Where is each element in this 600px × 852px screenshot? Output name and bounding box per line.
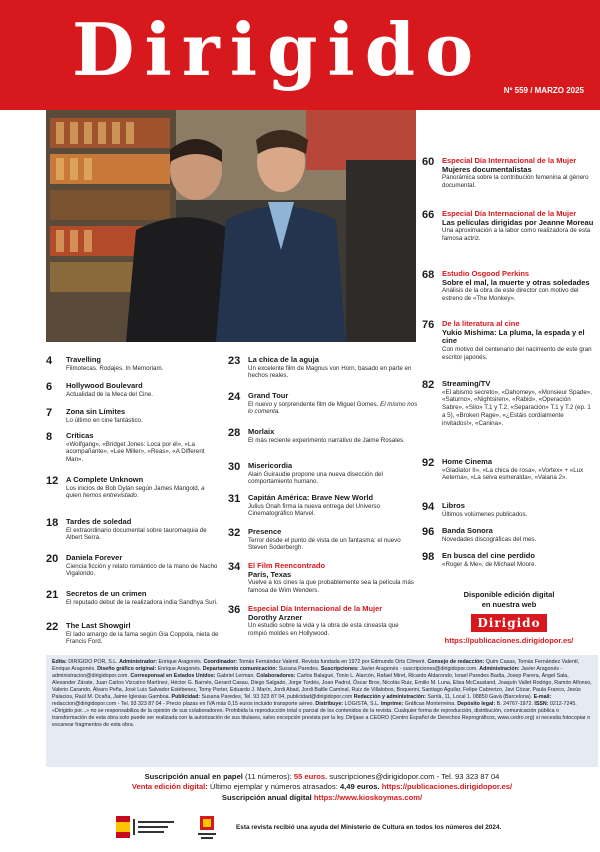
toc-entry[interactable] — [228, 562, 418, 595]
page-number: 92 — [422, 457, 435, 469]
entry-title: Morlaix — [248, 427, 275, 436]
entry-desc: Filmotecas. Rodajes. In Memoriam. — [66, 364, 164, 372]
entry-title: Presence — [248, 527, 282, 536]
credit-text: Susana Paredes. — [277, 666, 321, 673]
credit-text: Carlos Balagué, Tonio L. Alarcón, Rafael Miret, Ricardo Aldarondo, Israel Paredes Badía, Josep Parera, Ángel Sala, Alexander Zárate, Juan Carlos Vizcaíno Martínez, Héctor G. Barnés, Gerard Casau, Diego Salgado, Jorge Tordés, Joan Padrol, Óscar Brox, Nicolás Ruiz, Emilio M. Luna, Elisa McCausland, Joaquín Vallet Rodrigo, Ramón Alfonso, Valerio Carando, Álvaro Peña, José Luis Salvador Estébenez, Tomy Porter, Eduardo J. Marín, Jordi Abad, Jordi Batlle Caminal, Ruiz de Villalobos, Boquerini, Santiago Aguilar, Felipe Cabrerizo, Javi Cózar, Paula Franco, Jesús Palacios, Raúl M. Ocaña, Jaime Iglesias Gamboa. — [52, 673, 592, 701]
entry-title: Hollywood Boulevard — [66, 381, 143, 390]
page-number: 8 — [46, 431, 53, 443]
promo-url-link[interactable]: https://publicaciones.dirigidopor.es/ — [444, 635, 574, 645]
toc-entry[interactable] — [422, 502, 594, 518]
entry-desc: Vuelve a los cines la que probablemente sea la película más famosa de Wim Wenders. — [248, 579, 414, 594]
page-number: 76 — [422, 319, 435, 331]
toc-entry[interactable] — [46, 476, 221, 500]
page-number: 7 — [46, 407, 53, 419]
entry-title: Grand Tour — [248, 391, 289, 400]
credit-label: Depósito legal: — [457, 701, 496, 708]
magazine-title: Dirigido — [72, 7, 484, 92]
toc-entry[interactable] — [46, 356, 221, 372]
ministry-note: Esta revista recibió una ayuda del Ministerio de Cultura en todos los números del 2024. — [236, 824, 502, 831]
entry-title: Zona sin Límites — [66, 407, 126, 416]
toc-entry[interactable] — [46, 408, 221, 424]
toc-entry[interactable] — [422, 552, 594, 568]
page-number: 24 — [228, 391, 241, 403]
issue-number: Nº 559 / MARZO 2025 — [503, 86, 584, 95]
credit-text: Gabriel Lerman. — [215, 673, 257, 680]
entry-desc: Últimos volúmenes publicados. — [442, 510, 528, 518]
entry-section: Especial Día Internacional de la Mujer — [442, 209, 577, 218]
digital-url-link[interactable]: https://publicaciones.dirigidopor.es/ — [379, 782, 513, 792]
entry-title: Sobre el mal, la muerte y otras soledades — [442, 277, 590, 287]
entry-title: Libros — [442, 501, 465, 510]
credit-label: E-mail: — [533, 694, 552, 701]
page-number: 32 — [228, 527, 241, 539]
page-number: 96 — [422, 526, 435, 538]
entry-title: Travelling — [66, 355, 102, 364]
toc-entry[interactable] — [228, 356, 418, 380]
credit-label: Redacción y administración: — [353, 694, 426, 701]
entry-desc: Análisis de la obra de este director con motivo del estreno de «The Monkey». — [442, 287, 579, 302]
entry-desc: Novedades discográficas del mes. — [442, 535, 537, 543]
page-number: 18 — [46, 517, 59, 529]
kiosko-url-link[interactable]: https://www.kioskoymas.com/ — [311, 792, 423, 802]
text: Último ejemplar y números atrasados: — [207, 782, 340, 792]
entry-desc: El extraordinario documental sobre tauromaquia de Albert Serra. — [66, 526, 207, 542]
page-number: 68 — [422, 269, 435, 281]
page-number: 12 — [46, 475, 59, 487]
entry-title: Las películas dirigidas por Jeanne Moreau — [442, 217, 594, 227]
entry-desc: Julius Onah firma la nueva entrega del Universo Cinematográfico Marvel. — [248, 502, 381, 518]
credit-label: Administración: — [479, 666, 520, 673]
page-number: 60 — [422, 156, 435, 168]
entry-desc: Terror desde el punto de vista de un fantasma: el nuevo Steven Soderbergh. — [248, 536, 401, 552]
page-number: 66 — [422, 209, 435, 221]
entry-desc: El más reciente experimento narrativo de Jaime Rosales. — [248, 436, 405, 444]
price: 55 euros. — [293, 772, 328, 781]
credit-text: redaccion@dirigidopor.com - Tel. 93 323 87 04 - Precio plazas en IVA más 0,15 euros incluido transporte aéreo. — [52, 701, 316, 708]
text: (11 números): — [242, 772, 294, 781]
toc-entry[interactable] — [228, 462, 418, 486]
page-number: 20 — [46, 553, 59, 565]
subscriptions-block — [46, 772, 598, 803]
toc-entry[interactable] — [228, 605, 418, 638]
entry-desc: «El abismo secreto», «Dahomey», «Monsieur Spade», «Saturno», «Nightsiren», «Rabid», «Operación Sabre», «Silo» T.1 y T.2, «Separación» T.1 y T.2 (ep. 1 a 5), «Broken Rage», «¿Estáis cordialmente invitados!», «Canina». — [442, 388, 592, 427]
toc-entry[interactable] — [46, 432, 221, 464]
toc-entry[interactable] — [422, 380, 594, 427]
credit-text: Sarrià, 11, Local 1. 08850 Gavà (Barcelona). — [425, 694, 534, 701]
entry-title: Yukio Mishima: La pluma, la espada y el cine — [442, 327, 585, 346]
entry-desc: Ciencia ficción y relato romántico de la mano de Nacho Vigalondo. — [66, 562, 218, 578]
entry-title: En busca del cine perdido — [442, 551, 535, 560]
credit-text: Javier Aragonés - administracion@dirigidopor.com. — [52, 666, 563, 680]
subscription-digital-sale — [46, 782, 598, 792]
toc-entry[interactable] — [228, 428, 418, 444]
toc-entry[interactable] — [422, 270, 594, 303]
entry-desc-italic: El mismo nos lo comenta. — [248, 400, 418, 416]
credit-text: Enrique Aragonés. — [157, 659, 204, 665]
credit-text: B. 24767-1972. — [495, 701, 535, 708]
toc-entry[interactable] — [422, 320, 594, 361]
ministry-logo-icon — [116, 816, 176, 838]
entry-section: Estudio Osgood Perkins — [442, 269, 530, 278]
toc-entry[interactable] — [422, 527, 594, 543]
entry-desc: Panorámica sobre la contribución femenina al género documental. — [442, 174, 589, 189]
page-number: 30 — [228, 461, 241, 473]
credit-label: Departamento comunicación: — [202, 666, 278, 673]
entry-section: Especial Día Internacional de la Mujer — [248, 604, 383, 613]
toc-entry[interactable] — [422, 458, 594, 482]
entry-title: París, Texas — [248, 569, 292, 579]
entry-section: Especial Día Internacional de la Mujer — [442, 156, 577, 165]
entry-desc: Un estudio sobre la vida y la obra de esta cineasta que rompió moldes en Hollywood. — [248, 622, 399, 637]
page-number: 34 — [228, 561, 241, 573]
toc-entry[interactable] — [228, 528, 418, 552]
entry-desc: «Wolfgang», «Bridget Jones: Loca por él», «La acompañante», «Lee Miller», «Reas», «A Different Man». — [66, 440, 205, 464]
page-number: 82 — [422, 379, 435, 391]
label: Suscripción anual en papel — [144, 772, 243, 781]
entry-title: Capitán América: Brave New World — [248, 493, 374, 502]
page-number: 94 — [422, 501, 435, 513]
toc-entry[interactable] — [46, 554, 221, 578]
entry-desc-italic: a quien hemos entrevistado. — [66, 484, 205, 500]
entry-desc: Actualidad de la Meca del Cine. — [66, 390, 154, 398]
subscription-digital-annual — [46, 793, 598, 803]
contact: suscripciones@dirigidopor.com - Tel. 93 323 87 04 — [327, 772, 500, 781]
entry-desc: Un excelente film de Magnus von Horn, basado en parte en hechos reales. — [248, 364, 412, 380]
credit-label: Colaboradores: — [256, 673, 296, 680]
label: Venta edición digital: — [131, 782, 208, 792]
credit-text: Javier Aragonés - suscripciones@dirigidopor.com. — [358, 666, 480, 673]
credit-text: Susana Paredes, Tel. 93 323 87 04, publicidad@dirigidopor.com — [200, 694, 354, 701]
credit-label: Diseño gráfico original: — [97, 666, 157, 673]
credit-text: Quim Casas, Tomás Fernández Valentí, Enrique Aragonés. — [52, 659, 580, 673]
entry-title: Dorothy Arzner — [248, 612, 303, 622]
entry-title: Misericordia — [248, 461, 293, 470]
entry-desc: «Roger & Me», de Michael Moore. — [442, 560, 537, 568]
page-number: 98 — [422, 551, 435, 563]
credit-label: Distribuye: — [315, 701, 344, 708]
entry-desc: Los inicios de Bob Dylan según James Mangold, — [66, 484, 202, 492]
credit-label: Consejo de redacción: — [427, 659, 485, 665]
credit-text: LOGISTA, S.L. — [343, 701, 381, 708]
credit-label: Coordinador: — [203, 659, 238, 665]
entry-title: Críticas — [66, 431, 94, 440]
entry-desc: Lo último en cine fantástico. — [66, 416, 143, 424]
digital-edition-promo — [424, 590, 594, 645]
entry-desc: Una aproximación a la labor como realizadora de esta famosa actriz. — [442, 227, 591, 242]
credit-text: DIRIGIDO POR, S.L. — [66, 659, 120, 665]
credit-label: Imprime: — [380, 701, 404, 708]
credit-label: Administrador: — [119, 659, 158, 665]
toc-entry[interactable] — [228, 392, 418, 416]
entry-title: Tardes de soledad — [66, 517, 132, 526]
credit-label: Edita: — [52, 659, 67, 665]
entry-section: El Film Reencontrado — [248, 561, 326, 570]
entry-desc: Alain Guiraudie propone una nueva disección del comportamiento humano. — [248, 470, 383, 486]
page-number: 4 — [46, 355, 53, 367]
page-number: 23 — [228, 355, 241, 367]
credit-text: Enrique Aragonés. — [156, 666, 203, 673]
toc-entry[interactable] — [46, 382, 221, 398]
page-number: 6 — [46, 381, 53, 393]
page-number: 21 — [46, 589, 59, 601]
entry-title: Mujeres documentalistas — [442, 164, 532, 174]
page-number: 31 — [228, 493, 241, 505]
credit-text: 0212-7245. «Dirigido por...» no se responsabiliza de la opinión de sus colaboradores. Prohibida la reproducción total o parcial de los contenidos de la revista. Cualquier forma de reproducción, distribución, comunicación pública o transformación de esta obra solo puede ser realizada con la autorización de sus titulares, salvo excepción prevista por la ley. Diríjase a CEDRO (Centro Español de Derechos Reprográficos, www.cedro.org) si necesita fotocopiar o escanear fragmentos de esta obra. — [52, 701, 591, 729]
toc-entry[interactable] — [46, 518, 221, 542]
toc-entry[interactable] — [46, 622, 221, 646]
credit-text: Gráficas Monterreina. — [403, 701, 458, 708]
entry-desc: El lado amargo de la fama según Gia Coppola, nieta de Francis Ford. — [66, 630, 219, 646]
label: Suscripción anual digital — [221, 792, 312, 802]
price: 4,49 euros. — [339, 782, 380, 792]
entry-title: La chica de la aguja — [248, 355, 319, 364]
entry-title: Streaming/TV — [442, 379, 491, 388]
cultura-emblem-icon — [194, 814, 220, 840]
toc-entry[interactable] — [46, 590, 221, 606]
page-number: 36 — [228, 604, 241, 616]
credit-label: Publicidad: — [171, 694, 201, 701]
entry-title: Secretos de un crimen — [66, 589, 147, 598]
footer — [46, 814, 598, 842]
dirigido-logo: Dirigido — [471, 614, 547, 632]
subscription-paper — [46, 772, 598, 782]
masthead-banner — [0, 0, 600, 110]
entry-desc: «Gladiator II», «La chica de rosa», «Vortex» + «Lux Aeterna», «La selva esmeralda», «Vaiana 2». — [442, 466, 584, 482]
credit-label: Suscripciones: — [320, 666, 359, 673]
entry-section: De la literatura al cine — [442, 319, 520, 328]
toc-entry[interactable] — [422, 157, 594, 190]
entry-desc: El reputado debut de la realizadora india Sandhya Suri. — [66, 598, 218, 606]
entry-title: Home Cinema — [442, 457, 493, 466]
cover-photo — [46, 110, 416, 342]
entry-desc: Con motivo del centenario del nacimiento de este gran escritor japonés. — [442, 345, 592, 361]
credit-text: Tomás Fernández Valentí. Revista fundada en 1972 por Edmundo Orts Climent. — [237, 659, 428, 665]
toc-entry[interactable] — [422, 210, 594, 243]
credit-label: ISSN: — [534, 701, 549, 708]
page-number: 22 — [46, 621, 59, 633]
page-number: 28 — [228, 427, 241, 439]
entry-title: Daniela Forever — [66, 553, 123, 562]
toc-entry[interactable] — [228, 494, 418, 518]
entry-title: Banda Sonora — [442, 526, 493, 535]
entry-desc: El nuevo y sorprendente film de Miguel Gomes. — [248, 400, 381, 408]
promo-line-1: Disponible edición digital — [463, 590, 555, 599]
credit-label: Corresponsal en Estados Unidos: — [130, 673, 216, 680]
promo-line-2: en nuestra web — [481, 599, 537, 609]
entry-title: The Last Showgirl — [66, 621, 131, 630]
credits-box — [46, 655, 598, 767]
entry-title: A Complete Unknown — [66, 475, 144, 484]
